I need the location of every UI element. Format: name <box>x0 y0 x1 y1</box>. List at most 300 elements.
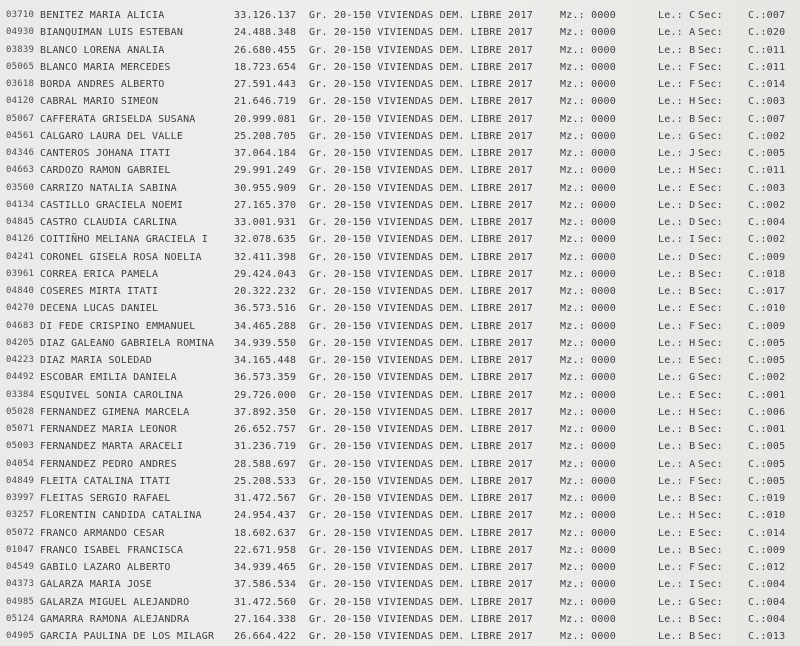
row-circuit: C.:017 <box>748 286 786 297</box>
row-document-number: 20.999.081 <box>234 113 297 125</box>
row-section-label: Sec: <box>698 182 723 194</box>
row-code: 04134 <box>6 199 35 210</box>
row-section-label: Sec: <box>698 217 723 228</box>
row-group: Gr. 20-150 VIVIENDAS DEM. LIBRE 2017 <box>309 372 533 384</box>
row-document-number: 34.939.465 <box>234 562 297 573</box>
row-lote: Le.: A <box>658 458 696 470</box>
row-circuit: C.:005 <box>748 337 786 349</box>
row-document-number: 20.322.232 <box>234 286 297 297</box>
row-section-label: Sec: <box>698 355 723 366</box>
row-circuit: C.:014 <box>748 527 786 539</box>
row-circuit: C.:009 <box>748 251 786 263</box>
row-code: 03997 <box>6 493 35 503</box>
row-document-number: 36.573.516 <box>234 303 297 315</box>
row-name: COSERES MIRTA ITATI <box>40 286 159 297</box>
row-code: 05065 <box>6 61 35 72</box>
row-circuit: C.:002 <box>748 130 786 142</box>
row-lote: Le.: B <box>658 544 696 556</box>
row-circuit: C.:005 <box>748 148 786 159</box>
document-row <box>0 404 800 421</box>
row-code: 04373 <box>6 579 35 590</box>
row-name: DIAZ MARIA SOLEDAD <box>40 355 152 366</box>
row-name: CARRIZO NATALIA SABINA <box>40 182 177 194</box>
row-code: 04849 <box>6 475 35 486</box>
row-section-label: Sec: <box>698 458 723 470</box>
row-name: DIAZ GALEANO GABRIELA ROMINA <box>40 337 215 349</box>
row-code: 05003 <box>6 441 35 452</box>
row-circuit: C.:011 <box>748 61 786 73</box>
row-document-number: 34.465.288 <box>234 320 297 332</box>
row-name: BLANCO MARIA MERCEDES <box>40 61 171 73</box>
row-manzana: Mz.: 0000 <box>560 406 616 418</box>
document-row <box>0 525 800 542</box>
row-circuit: C.:009 <box>748 320 786 332</box>
row-manzana: Mz.: 0000 <box>560 182 616 194</box>
row-name: CORONEL GISELA ROSA NOELIA <box>40 251 202 263</box>
row-circuit: C.:003 <box>748 96 786 108</box>
row-section-label: Sec: <box>698 268 723 280</box>
row-code: 04905 <box>6 631 35 641</box>
row-code: 04241 <box>6 251 35 262</box>
row-code: 03384 <box>6 389 35 400</box>
row-lote: Le.: G <box>658 130 696 142</box>
row-manzana: Mz.: 0000 <box>560 234 616 246</box>
row-document-number: 29.424.043 <box>234 268 297 280</box>
row-manzana: Mz.: 0000 <box>560 493 616 504</box>
row-section-label: Sec: <box>698 286 723 297</box>
row-manzana: Mz.: 0000 <box>560 441 616 453</box>
row-code: 04270 <box>6 303 35 314</box>
document-row <box>0 7 800 24</box>
row-manzana: Mz.: 0000 <box>560 372 616 384</box>
row-lote: Le.: F <box>658 61 696 73</box>
row-manzana: Mz.: 0000 <box>560 389 616 401</box>
row-circuit: C.:004 <box>748 613 786 625</box>
row-manzana: Mz.: 0000 <box>560 165 616 177</box>
row-document-number: 31.236.719 <box>234 441 297 453</box>
row-section-label: Sec: <box>698 320 723 332</box>
row-name: COITIÑHO MELIANA GRACIELA I <box>40 234 208 246</box>
row-document-number: 37.892.350 <box>234 406 297 418</box>
document-row <box>0 128 800 145</box>
row-document-number: 24.488.348 <box>234 27 297 39</box>
row-lote: Le.: H <box>658 406 696 418</box>
row-document-number: 37.064.184 <box>234 148 297 159</box>
row-code: 04223 <box>6 355 35 365</box>
row-lote: Le.: B <box>658 44 696 56</box>
row-section-label: Sec: <box>698 199 723 211</box>
row-document-number: 37.586.534 <box>234 579 297 591</box>
row-manzana: Mz.: 0000 <box>560 458 616 470</box>
row-lote: Le.: B <box>658 631 696 642</box>
row-section-label: Sec: <box>698 510 723 522</box>
row-lote: Le.: B <box>658 268 696 280</box>
row-group: Gr. 20-150 VIVIENDAS DEM. LIBRE 2017 <box>309 96 533 108</box>
document-row <box>0 490 800 507</box>
row-lote: Le.: D <box>658 251 696 263</box>
row-group: Gr. 20-150 VIVIENDAS DEM. LIBRE 2017 <box>309 337 533 349</box>
row-code: 04549 <box>6 562 35 572</box>
row-section-label: Sec: <box>698 148 723 159</box>
row-section-label: Sec: <box>698 631 723 642</box>
row-lote: Le.: G <box>658 372 696 384</box>
document-row <box>0 214 800 231</box>
row-code: 05071 <box>6 424 35 434</box>
row-name: ESCOBAR EMILIA DANIELA <box>40 372 177 384</box>
row-lote: Le.: E <box>658 527 696 539</box>
row-section-label: Sec: <box>698 61 723 73</box>
row-section-label: Sec: <box>698 527 723 539</box>
row-document-number: 29.991.249 <box>234 165 297 177</box>
row-name: FERNANDEZ MARTA ARACELI <box>40 441 184 453</box>
row-document-number: 22.671.958 <box>234 544 297 556</box>
row-section-label: Sec: <box>698 79 723 90</box>
row-code: 03257 <box>6 510 35 521</box>
row-name: BIANQUIMAN LUIS ESTEBAN <box>40 27 184 39</box>
document-row <box>0 369 800 386</box>
row-manzana: Mz.: 0000 <box>560 148 616 159</box>
row-group: Gr. 20-150 VIVIENDAS DEM. LIBRE 2017 <box>309 199 533 211</box>
row-lote: Le.: J <box>658 148 696 159</box>
row-name: FLEITAS SERGIO RAFAEL <box>40 493 171 504</box>
row-name: GABILO LAZARO ALBERTO <box>40 562 171 573</box>
row-name: CASTILLO GRACIELA NOEMI <box>40 199 184 211</box>
row-name: FERNANDEZ GIMENA MARCELA <box>40 406 190 418</box>
row-manzana: Mz.: 0000 <box>560 303 616 315</box>
row-section-label: Sec: <box>698 303 723 315</box>
row-document-number: 18.602.637 <box>234 527 297 539</box>
row-document-number: 25.208.533 <box>234 475 297 487</box>
row-group: Gr. 20-150 VIVIENDAS DEM. LIBRE 2017 <box>309 79 533 90</box>
row-document-number: 26.680.455 <box>234 44 297 56</box>
row-circuit: C.:020 <box>748 27 786 39</box>
row-section-label: Sec: <box>698 389 723 401</box>
document-row <box>0 76 800 93</box>
document-row <box>0 438 800 455</box>
row-lote: Le.: H <box>658 337 696 349</box>
row-group: Gr. 20-150 VIVIENDAS DEM. LIBRE 2017 <box>309 493 533 504</box>
row-section-label: Sec: <box>698 372 723 384</box>
row-circuit: C.:006 <box>748 406 786 418</box>
row-name: CORREA ERICA PAMELA <box>40 268 159 280</box>
document-row <box>0 180 800 197</box>
row-section-label: Sec: <box>698 544 723 556</box>
row-manzana: Mz.: 0000 <box>560 27 616 39</box>
row-circuit: C.:001 <box>748 424 786 435</box>
row-group: Gr. 20-150 VIVIENDAS DEM. LIBRE 2017 <box>309 251 533 263</box>
row-code: 01047 <box>6 544 35 555</box>
row-group: Gr. 20-150 VIVIENDAS DEM. LIBRE 2017 <box>309 579 533 591</box>
row-circuit: C.:010 <box>748 303 786 315</box>
row-group: Gr. 20-150 VIVIENDAS DEM. LIBRE 2017 <box>309 268 533 280</box>
row-circuit: C.:004 <box>748 217 786 228</box>
document-row <box>0 576 800 593</box>
row-section-label: Sec: <box>698 613 723 625</box>
document-row <box>0 387 800 404</box>
row-document-number: 31.472.567 <box>234 493 297 504</box>
row-name: CARDOZO RAMON GABRIEL <box>40 165 171 177</box>
row-name: CALGARO LAURA DEL VALLE <box>40 130 184 142</box>
row-group: Gr. 20-150 VIVIENDAS DEM. LIBRE 2017 <box>309 458 533 470</box>
row-section-label: Sec: <box>698 562 723 573</box>
document-row <box>0 318 800 335</box>
row-circuit: C.:003 <box>748 182 786 194</box>
row-lote: Le.: E <box>658 182 696 194</box>
row-manzana: Mz.: 0000 <box>560 337 616 349</box>
row-manzana: Mz.: 0000 <box>560 44 616 56</box>
row-lote: Le.: I <box>658 234 696 246</box>
row-lote: Le.: F <box>658 475 696 487</box>
row-lote: Le.: E <box>658 389 696 401</box>
row-circuit: C.:004 <box>748 596 786 608</box>
row-name: ESQUIVEL SONIA CAROLINA <box>40 389 184 401</box>
row-group: Gr. 20-150 VIVIENDAS DEM. LIBRE 2017 <box>309 234 533 246</box>
document-row <box>0 266 800 283</box>
row-document-number: 18.723.654 <box>234 61 297 73</box>
row-manzana: Mz.: 0000 <box>560 61 616 73</box>
row-group: Gr. 20-150 VIVIENDAS DEM. LIBRE 2017 <box>309 562 533 573</box>
row-lote: Le.: H <box>658 96 696 108</box>
row-group: Gr. 20-150 VIVIENDAS DEM. LIBRE 2017 <box>309 27 533 39</box>
row-circuit: C.:005 <box>748 475 786 487</box>
row-document-number: 32.078.635 <box>234 234 297 246</box>
row-name: GALARZA MIGUEL ALEJANDRO <box>40 596 190 608</box>
row-code: 03560 <box>6 182 35 193</box>
row-section-label: Sec: <box>698 251 723 263</box>
row-group: Gr. 20-150 VIVIENDAS DEM. LIBRE 2017 <box>309 424 533 435</box>
row-manzana: Mz.: 0000 <box>560 631 616 642</box>
row-group: Gr. 20-150 VIVIENDAS DEM. LIBRE 2017 <box>309 303 533 315</box>
row-document-number: 30.955.909 <box>234 182 297 194</box>
row-lote: Le.: B <box>658 493 696 504</box>
row-code: 04845 <box>6 217 35 227</box>
row-manzana: Mz.: 0000 <box>560 527 616 539</box>
row-document-number: 21.646.719 <box>234 96 297 108</box>
row-lote: Le.: B <box>658 424 696 435</box>
document-row <box>0 542 800 559</box>
row-name: DECENA LUCAS DANIEL <box>40 303 159 315</box>
document-row <box>0 594 800 611</box>
row-lote: Le.: D <box>658 199 696 211</box>
row-group: Gr. 20-150 VIVIENDAS DEM. LIBRE 2017 <box>309 631 533 642</box>
row-code: 04840 <box>6 286 35 296</box>
row-section-label: Sec: <box>698 165 723 177</box>
row-manzana: Mz.: 0000 <box>560 199 616 211</box>
document-row <box>0 628 800 645</box>
row-code: 04205 <box>6 337 35 348</box>
row-section-label: Sec: <box>698 596 723 608</box>
row-manzana: Mz.: 0000 <box>560 544 616 556</box>
row-code: 04930 <box>6 27 35 38</box>
row-group: Gr. 20-150 VIVIENDAS DEM. LIBRE 2017 <box>309 441 533 453</box>
row-document-number: 27.591.443 <box>234 79 297 90</box>
row-group: Gr. 20-150 VIVIENDAS DEM. LIBRE 2017 <box>309 596 533 608</box>
row-name: FERNANDEZ MARIA LEONOR <box>40 424 177 435</box>
row-lote: Le.: F <box>658 79 696 90</box>
row-code: 04663 <box>6 165 35 176</box>
row-code: 03710 <box>6 10 35 20</box>
row-group: Gr. 20-150 VIVIENDAS DEM. LIBRE 2017 <box>309 406 533 418</box>
row-manzana: Mz.: 0000 <box>560 268 616 280</box>
row-circuit: C.:013 <box>748 631 786 642</box>
row-code: 04985 <box>6 596 35 607</box>
row-section-label: Sec: <box>698 493 723 504</box>
row-group: Gr. 20-150 VIVIENDAS DEM. LIBRE 2017 <box>309 61 533 73</box>
row-section-label: Sec: <box>698 337 723 349</box>
row-section-label: Sec: <box>698 96 723 108</box>
row-circuit: C.:018 <box>748 268 786 280</box>
row-lote: Le.: E <box>658 303 696 315</box>
row-group: Gr. 20-150 VIVIENDAS DEM. LIBRE 2017 <box>309 113 533 125</box>
row-circuit: C.:005 <box>748 441 786 453</box>
row-document-number: 26.664.422 <box>234 631 297 642</box>
document-row <box>0 24 800 41</box>
document-row <box>0 352 800 369</box>
row-group: Gr. 20-150 VIVIENDAS DEM. LIBRE 2017 <box>309 286 533 297</box>
row-manzana: Mz.: 0000 <box>560 510 616 522</box>
row-name: FRANCO ARMANDO CESAR <box>40 527 165 539</box>
row-circuit: C.:002 <box>748 234 786 246</box>
row-document-number: 34.939.550 <box>234 337 297 349</box>
row-circuit: C.:001 <box>748 389 786 401</box>
row-group: Gr. 20-150 VIVIENDAS DEM. LIBRE 2017 <box>309 355 533 366</box>
row-document-number: 26.652.757 <box>234 424 297 435</box>
document-row <box>0 145 800 162</box>
row-lote: Le.: B <box>658 441 696 453</box>
row-manzana: Mz.: 0000 <box>560 320 616 332</box>
row-manzana: Mz.: 0000 <box>560 96 616 108</box>
row-document-number: 36.573.359 <box>234 372 297 384</box>
document-row <box>0 611 800 628</box>
document-row <box>0 162 800 179</box>
row-section-label: Sec: <box>698 10 723 21</box>
row-document-number: 32.411.398 <box>234 251 297 263</box>
row-group: Gr. 20-150 VIVIENDAS DEM. LIBRE 2017 <box>309 544 533 556</box>
row-circuit: C.:012 <box>748 562 786 573</box>
row-manzana: Mz.: 0000 <box>560 113 616 125</box>
document-row <box>0 197 800 214</box>
document-row <box>0 249 800 266</box>
row-lote: Le.: I <box>658 579 696 591</box>
row-section-label: Sec: <box>698 234 723 246</box>
row-lote: Le.: A <box>658 27 696 39</box>
document-row <box>0 559 800 576</box>
row-group: Gr. 20-150 VIVIENDAS DEM. LIBRE 2017 <box>309 217 533 228</box>
row-circuit: C.:005 <box>748 355 786 366</box>
row-group: Gr. 20-150 VIVIENDAS DEM. LIBRE 2017 <box>309 130 533 142</box>
row-group: Gr. 20-150 VIVIENDAS DEM. LIBRE 2017 <box>309 148 533 159</box>
document-row <box>0 111 800 128</box>
row-document-number: 29.726.000 <box>234 389 297 401</box>
row-name: FERNANDEZ PEDRO ANDRES <box>40 458 177 470</box>
row-manzana: Mz.: 0000 <box>560 579 616 591</box>
row-document-number: 25.208.705 <box>234 130 297 142</box>
document-row <box>0 421 800 438</box>
row-group: Gr. 20-150 VIVIENDAS DEM. LIBRE 2017 <box>309 613 533 625</box>
row-lote: Le.: G <box>658 596 696 608</box>
row-document-number: 27.164.338 <box>234 613 297 625</box>
document-row <box>0 507 800 524</box>
row-lote: Le.: F <box>658 562 696 573</box>
row-document-number: 24.954.437 <box>234 510 297 522</box>
row-group: Gr. 20-150 VIVIENDAS DEM. LIBRE 2017 <box>309 527 533 539</box>
row-section-label: Sec: <box>698 130 723 142</box>
row-section-label: Sec: <box>698 579 723 591</box>
document-row <box>0 335 800 352</box>
row-group: Gr. 20-150 VIVIENDAS DEM. LIBRE 2017 <box>309 475 533 487</box>
row-code: 04126 <box>6 234 35 245</box>
row-group: Gr. 20-150 VIVIENDAS DEM. LIBRE 2017 <box>309 10 533 21</box>
row-code: 04683 <box>6 320 35 331</box>
document-row <box>0 59 800 76</box>
row-circuit: C.:011 <box>748 44 786 56</box>
row-code: 04120 <box>6 96 35 107</box>
row-circuit: C.:004 <box>748 579 786 591</box>
row-circuit: C.:007 <box>748 10 786 21</box>
row-lote: Le.: E <box>658 355 696 366</box>
row-section-label: Sec: <box>698 441 723 453</box>
row-name: CABRAL MARIO SIMEON <box>40 96 159 108</box>
row-circuit: C.:011 <box>748 165 786 177</box>
row-name: GARCIA PAULINA DE LOS MILAGR <box>40 631 215 642</box>
row-manzana: Mz.: 0000 <box>560 424 616 435</box>
row-name: FRANCO ISABEL FRANCISCA <box>40 544 184 556</box>
row-section-label: Sec: <box>698 406 723 418</box>
row-name: GALARZA MARIA JOSE <box>40 579 152 591</box>
row-circuit: C.:009 <box>748 544 786 556</box>
row-code: 04054 <box>6 458 35 469</box>
row-document-number: 28.588.697 <box>234 458 297 470</box>
row-circuit: C.:007 <box>748 113 786 125</box>
row-lote: Le.: B <box>658 613 696 625</box>
row-name: GAMARRA RAMONA ALEJANDRA <box>40 613 190 625</box>
row-group: Gr. 20-150 VIVIENDAS DEM. LIBRE 2017 <box>309 165 533 177</box>
row-circuit: C.:002 <box>748 372 786 384</box>
row-name: CANTEROS JOHANA ITATI <box>40 148 171 159</box>
row-circuit: C.:002 <box>748 199 786 211</box>
row-manzana: Mz.: 0000 <box>560 217 616 228</box>
row-name: BLANCO LORENA ANALIA <box>40 44 165 56</box>
row-manzana: Mz.: 0000 <box>560 613 616 625</box>
row-section-label: Sec: <box>698 27 723 39</box>
row-name: DI FEDE CRISPINO EMMANUEL <box>40 320 196 332</box>
row-lote: Le.: C <box>658 10 696 21</box>
row-code: 04561 <box>6 130 35 141</box>
row-group: Gr. 20-150 VIVIENDAS DEM. LIBRE 2017 <box>309 510 533 522</box>
document-row <box>0 231 800 248</box>
row-name: CASTRO CLAUDIA CARLINA <box>40 217 177 228</box>
row-section-label: Sec: <box>698 424 723 435</box>
row-manzana: Mz.: 0000 <box>560 475 616 487</box>
row-name: FLORENTIN CANDIDA CATALINA <box>40 510 202 522</box>
row-lote: Le.: D <box>658 217 696 228</box>
row-manzana: Mz.: 0000 <box>560 286 616 297</box>
row-name: CAFFERATA GRISELDA SUSANA <box>40 113 196 125</box>
row-circuit: C.:019 <box>748 493 786 504</box>
row-code: 05124 <box>6 613 35 624</box>
row-name: FLEITA CATALINA ITATI <box>40 475 171 487</box>
row-name: BORDA ANDRES ALBERTO <box>40 79 165 90</box>
row-manzana: Mz.: 0000 <box>560 130 616 142</box>
row-manzana: Mz.: 0000 <box>560 79 616 90</box>
row-document-number: 34.165.448 <box>234 355 297 366</box>
row-code: 03618 <box>6 79 35 89</box>
row-code: 03839 <box>6 44 35 55</box>
document-row <box>0 300 800 317</box>
row-code: 04492 <box>6 372 35 383</box>
row-manzana: Mz.: 0000 <box>560 596 616 608</box>
row-document-number: 31.472.560 <box>234 596 297 608</box>
